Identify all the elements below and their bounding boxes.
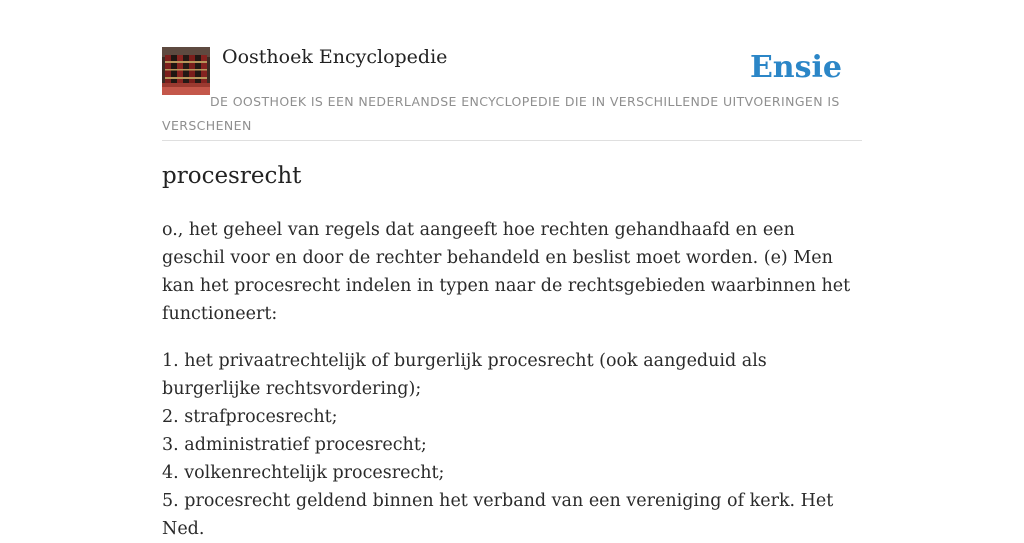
encyclopedia-books-icon	[162, 47, 210, 95]
brand-logo[interactable]: Ensie	[749, 50, 842, 85]
list-item: 3. administratief procesrecht;	[162, 435, 427, 455]
source-avatar[interactable]	[162, 47, 210, 95]
source-description: DE OOSTHOEK IS EEN NEDERLANDSE ENCYCLOPEDIE DIE IN VERSCHILLENDE UITVOERINGEN IS VERSCHENEN	[162, 94, 840, 133]
article-body	[162, 216, 862, 543]
list-item: 2. strafprocesrecht;	[162, 407, 338, 427]
list-item: 4. volkenrechtelijk procesrecht;	[162, 463, 445, 483]
list-item: 1. het privaatrechtelijk of burgerlijk procesrecht (ook aangeduid als burgerlijke rechtsvordering);	[162, 351, 767, 399]
source-title[interactable]: Oosthoek Encyclopedie	[222, 46, 448, 68]
source-header	[162, 44, 862, 141]
list-item: 5. procesrecht geldend binnen het verband van een vereniging of kerk. Het Ned.	[162, 491, 834, 539]
article-term: procesrecht	[162, 163, 302, 189]
article-definition: o., het geheel van regels dat aangeeft hoe rechten gehandhaafd en een geschil voor en door de rechter behandeld en beslist moet worden. (e) Men kan het procesrecht indelen in typen naar de rechtsgebieden waarbinnen het functioneert:	[162, 220, 851, 324]
